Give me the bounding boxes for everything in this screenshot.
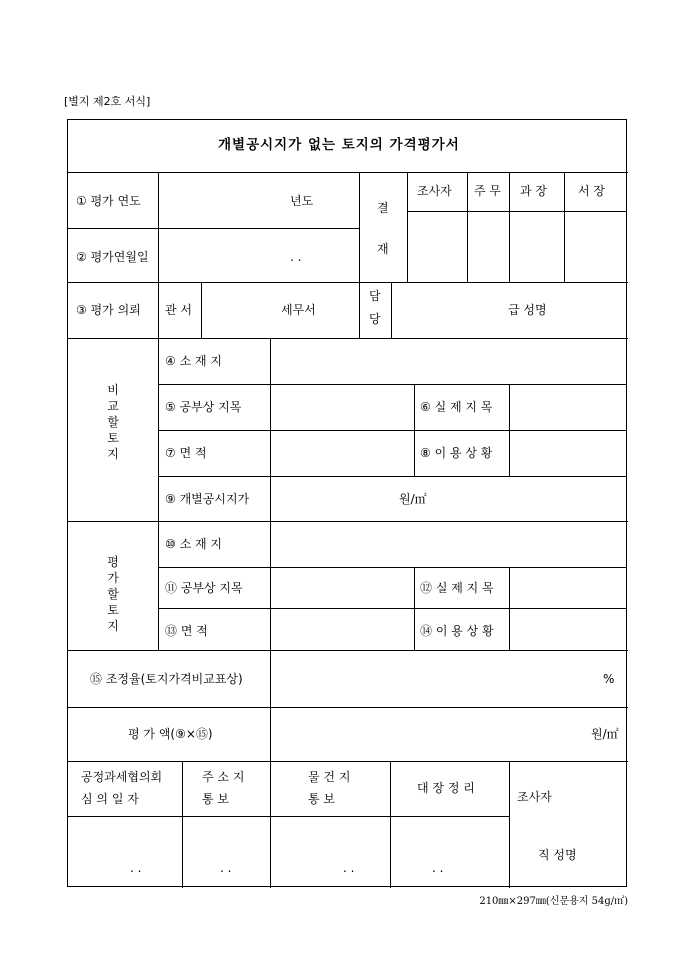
date-label: ② 평가연월일 bbox=[76, 250, 149, 264]
valuation-unit: 원/㎡ bbox=[591, 727, 619, 741]
rule bbox=[182, 761, 183, 888]
target-location-label: ⑩ 소 재 지 bbox=[165, 537, 222, 551]
rule bbox=[509, 172, 510, 282]
committee-date: . . bbox=[130, 861, 142, 875]
appraisal-form bbox=[67, 119, 627, 887]
ledger-date: . . bbox=[432, 861, 444, 875]
rule bbox=[509, 384, 510, 476]
officer-label-2: 당 bbox=[369, 312, 381, 326]
rule bbox=[414, 384, 415, 476]
officer-label-1: 담 bbox=[369, 289, 381, 303]
rule bbox=[407, 172, 408, 282]
property-notice-label-2: 통 보 bbox=[308, 792, 335, 806]
approval-label-1: 결 bbox=[377, 201, 389, 215]
position-name-label: 직 성명 bbox=[538, 848, 577, 862]
comparison-group-label: 비 교 할 토 지 bbox=[107, 383, 119, 461]
paper-spec-footer: 210㎜×297㎜(신문용지 54g/㎡) bbox=[479, 896, 628, 907]
rule bbox=[359, 172, 360, 282]
rule bbox=[158, 476, 627, 477]
comparison-official-category-label: ⑤ 공부상 지목 bbox=[165, 400, 242, 414]
investigator-label: 조사자 bbox=[517, 790, 552, 804]
ledger-label: 대 장 정 리 bbox=[417, 781, 475, 795]
comparison-price-unit: 원/㎡ bbox=[399, 492, 427, 506]
property-notice-label-1: 물 건 지 bbox=[308, 770, 351, 784]
owner-notice-label-2: 통 보 bbox=[202, 792, 229, 806]
rule bbox=[270, 338, 271, 761]
rule bbox=[158, 430, 627, 431]
rule bbox=[270, 761, 271, 888]
rule bbox=[407, 211, 627, 212]
tax-office: 세무서 bbox=[281, 303, 316, 317]
request-label: ③ 평가 의뢰 bbox=[76, 303, 141, 317]
rule bbox=[509, 761, 510, 888]
comparison-location-label: ④ 소 재 지 bbox=[165, 354, 222, 368]
rule bbox=[359, 282, 360, 338]
rule bbox=[68, 172, 628, 173]
grade-name: 급 성명 bbox=[508, 303, 547, 317]
rule bbox=[390, 761, 391, 888]
property-notice-date: . . bbox=[343, 861, 355, 875]
rule bbox=[68, 338, 628, 339]
target-actual-category-label: ⑫ 실 제 지 목 bbox=[420, 581, 494, 595]
rule bbox=[68, 650, 628, 651]
rule bbox=[158, 521, 159, 650]
owner-notice-label-1: 주 소 지 bbox=[202, 770, 245, 784]
rule bbox=[414, 567, 415, 650]
rule bbox=[158, 172, 159, 521]
rule bbox=[201, 282, 202, 338]
rule bbox=[68, 816, 509, 817]
comparison-area-label: ⑦ 면 적 bbox=[165, 446, 207, 460]
rule bbox=[467, 172, 468, 282]
comparison-actual-category-label: ⑥ 실 제 지 목 bbox=[420, 400, 493, 414]
comparison-usage-label: ⑧ 이 용 상 황 bbox=[420, 446, 493, 460]
office-label: 관 서 bbox=[165, 303, 192, 317]
form-caption: [별지 제2호 서식] bbox=[64, 95, 151, 108]
rule bbox=[158, 567, 627, 568]
approval-header-investigator: 조사자 bbox=[417, 184, 452, 198]
owner-notice-date: . . bbox=[220, 861, 232, 875]
form-title: 개별공시지가 없는 토지의 가격평가서 bbox=[218, 137, 460, 153]
rule bbox=[564, 172, 565, 282]
approval-header-director: 서 장 bbox=[578, 184, 605, 198]
rule bbox=[509, 567, 510, 650]
rule bbox=[68, 761, 628, 762]
date-value: . . bbox=[290, 250, 302, 264]
rule bbox=[68, 282, 628, 283]
approval-label-2: 재 bbox=[377, 242, 389, 256]
rule bbox=[158, 384, 627, 385]
rule bbox=[68, 521, 628, 522]
valuation-label: 평 가 액(⑨×⑮) bbox=[128, 727, 213, 741]
approval-header-section-chief: 과 장 bbox=[520, 184, 547, 198]
adjustment-unit: % bbox=[603, 672, 615, 686]
rule bbox=[68, 707, 628, 708]
year-label: ① 평가 연도 bbox=[76, 194, 141, 208]
rule bbox=[158, 608, 627, 609]
comparison-official-price-label: ⑨ 개별공시지가 bbox=[165, 492, 250, 506]
rule bbox=[391, 282, 392, 338]
year-unit: 년도 bbox=[290, 194, 314, 208]
target-group-label: 평 가 할 토 지 bbox=[107, 555, 119, 633]
target-usage-label: ⑭ 이 용 상 황 bbox=[420, 624, 494, 638]
target-area-label: ⑬ 면 적 bbox=[165, 624, 208, 638]
approval-header-manager: 주 무 bbox=[474, 184, 501, 198]
adjustment-label: ⑮ 조정율(토지가격비교표상) bbox=[90, 672, 243, 686]
rule bbox=[68, 228, 359, 229]
target-official-category-label: ⑪ 공부상 지목 bbox=[165, 581, 243, 595]
committee-label-1: 공정과세협의회 bbox=[81, 770, 163, 784]
committee-label-2: 심 의 일 자 bbox=[81, 792, 139, 806]
